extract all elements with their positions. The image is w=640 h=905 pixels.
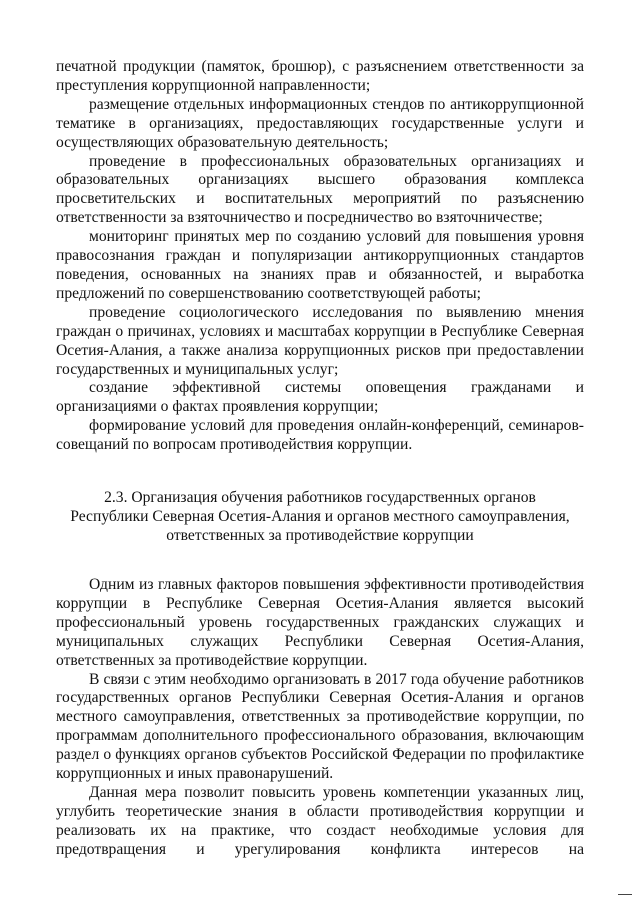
paragraph: формирование условий для проведения онлайн-конференций, семинаров-совещаний по вопросам противодействия коррупции. xyxy=(56,417,584,454)
paragraph: размещение отдельных информационных стендов по антикоррупционной тематике в организациях, предоставляющих государственные услуги и осуществляющих образовательную деятельность; xyxy=(56,95,584,151)
list-section xyxy=(56,58,584,455)
paragraph: В связи с этим необходимо организовать в 2017 года обучение работников государственных органов Республики Северная Осетия-Алания и органов местного самоуправления, ответственных за противодействие коррупции, по программам дополнительного профессионального образования, включающим раздел о функциях органов субъектов Российской Федерации по профилактике коррупционных и иных правонарушений. xyxy=(56,670,584,783)
paragraph: мониторинг принятых мер по созданию условий для повышения уровня правосознания граждан и популяризации антикоррупционных стандартов поведения, основанных на знаниях прав и обязанностей, и выработка предложений по совершенствованию соответствующей работы; xyxy=(56,228,584,302)
paragraph: Данная мера позволит повысить уровень компетенции указанных лиц, углубить теоретические знания в области противодействия коррупции и реализовать их на практике, что создаст необходимые условия для предотвращения и урегулирования конфликта интересов на xyxy=(56,784,584,858)
paragraph: проведение в профессиональных образовательных организациях и образовательных организациях высшего образования комплекса просветительских и воспитательных мероприятий по разъяснению ответственности за взяточничество и посредничество во взяточничестве; xyxy=(56,152,584,227)
section-heading-line: Республики Северная Осетия-Алания и органов местного самоуправления, xyxy=(70,508,570,526)
section-heading-line: ответственных за противодействие коррупции xyxy=(166,527,474,545)
section-heading-line: 2.3. Организация обучения работников государственных органов xyxy=(104,489,536,507)
section-heading xyxy=(56,488,584,545)
paragraph: создание эффективной системы оповещения гражданами и организациями о фактах проявления коррупции; xyxy=(56,379,584,416)
document-page xyxy=(56,58,584,860)
page-corner-mark xyxy=(618,894,632,895)
paragraph: печатной продукции (памяток, брошюр), с разъяснением ответственности за преступления коррупционной направленности; xyxy=(56,58,584,94)
paragraph: проведение социологического исследования по выявлению мнения граждан о причинах, условиях и масштабах коррупции в Республике Северная Осетия-Алания, а также анализа коррупционных рисков при предоставлении государственных и муниципальных услуг; xyxy=(56,303,584,378)
body-section xyxy=(56,576,584,860)
paragraph: Одним из главных факторов повышения эффективности противодействия коррупции в Республике Северная Осетия-Алания является высокий профессиональный уровень государственных гражданских служащих и муниципальных служащих Республики Северная Осетия-Алания, ответственных за противодействие коррупции. xyxy=(56,576,584,669)
